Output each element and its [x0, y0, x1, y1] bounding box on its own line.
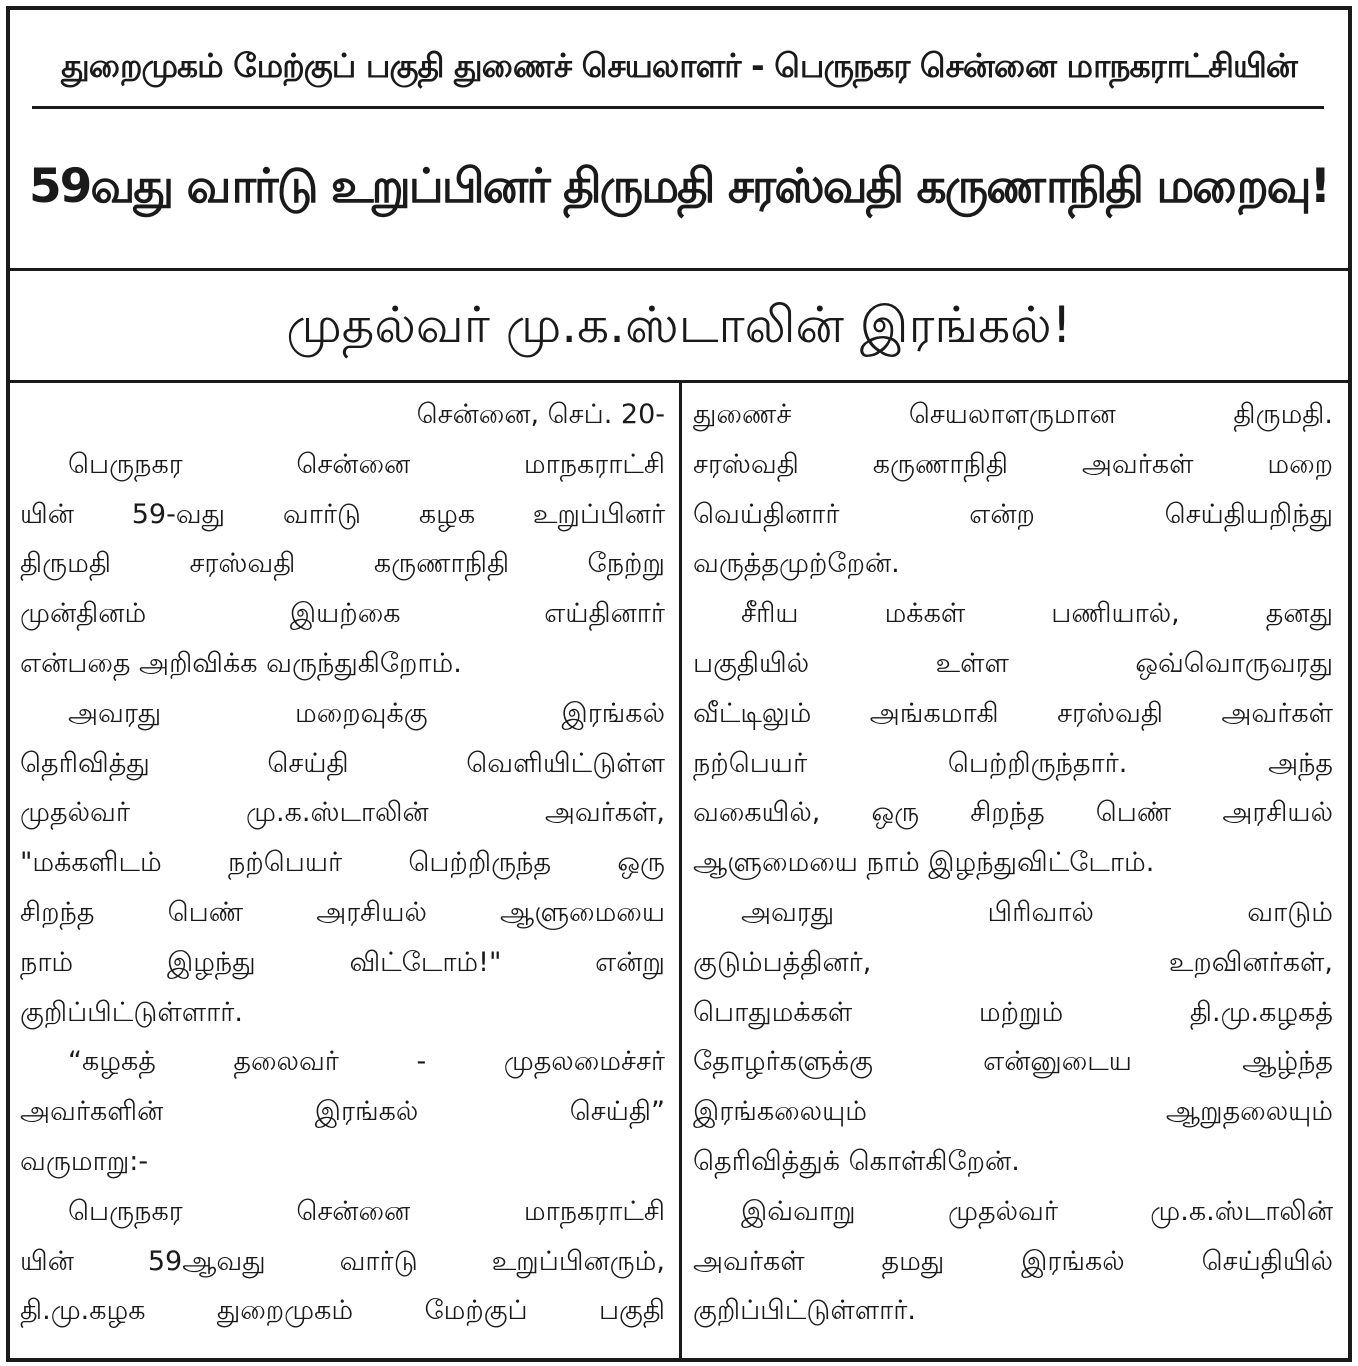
- left-column: [20, 390, 665, 1336]
- body-line: குறிப்பிட்டுள்ளார்.: [20, 996, 243, 1028]
- body-line: தெரிவித்து செய்தி வெளியிட்டுள்ள: [20, 747, 665, 779]
- body-line: இவ்வாறு முதல்வர் மு.க.ஸ்டாலின்: [741, 1195, 1333, 1227]
- body-line: முன்தினம் இயற்கை எய்தினார்: [20, 598, 665, 630]
- kicker-underline: [32, 106, 1324, 109]
- body-line: சீரிய மக்கள் பணியால், தனது: [741, 598, 1333, 630]
- body-line: பகுதியில் உள்ள ஒவ்வொருவரது: [693, 647, 1333, 679]
- body-line: இரங்கலையும் ஆறுதலையும்: [693, 1096, 1333, 1128]
- column-divider: [679, 383, 682, 1358]
- body-line: நாம் இழந்து விட்டோம்!" என்று: [20, 946, 665, 978]
- body-line: அவர்கள் தமது இரங்கல் செய்தியில்: [693, 1245, 1333, 1277]
- body-line: சரஸ்வதி கருணாநிதி அவர்கள் மறை: [693, 448, 1333, 480]
- body-line: தி.மு.கழக துறைமுகம் மேற்குப் பகுதி: [20, 1295, 665, 1327]
- body-line: வகையில், ஒரு சிறந்த பெண் அரசியல்: [693, 797, 1333, 829]
- news-clipping: [6, 6, 1352, 1362]
- body-line: நற்பெயர் பெற்றிருந்தார். அந்த: [693, 747, 1333, 779]
- body-line: அவரது பிரிவால் வாடும்: [741, 896, 1333, 928]
- dateline: சென்னை, செப். 20-: [416, 399, 665, 430]
- body-line: யின் 59-வது வார்டு கழக உறுப்பினர்: [20, 498, 665, 530]
- body-line: அவர்களின் இரங்கல் செய்தி”: [20, 1096, 665, 1128]
- body-line: "மக்களிடம் நற்பெயர் பெற்றிருந்த ஒரு: [20, 847, 665, 879]
- body-line: சிறந்த பெண் அரசியல் ஆளுமையை: [20, 896, 665, 928]
- body-line: பெருநகர சென்னை மாநகராட்சி: [68, 1195, 665, 1227]
- body-line: துணைச் செயலாளருமான திருமதி.: [693, 399, 1333, 430]
- body-line: வருத்தமுற்றேன்.: [693, 548, 900, 580]
- right-column: [693, 390, 1333, 1336]
- body-line: பொதுமக்கள் மற்றும் தி.மு.கழகத்: [693, 996, 1333, 1028]
- body-line: தோழர்களுக்கு என்னுடைய ஆழ்ந்த: [693, 1046, 1333, 1078]
- body-line: பெருநகர சென்னை மாநகராட்சி: [68, 448, 665, 480]
- body-line: வெய்தினார் என்ற செய்தியறிந்து: [693, 498, 1333, 530]
- body-line: ஆளுமையை நாம் இழந்துவிட்டோம்.: [693, 847, 1155, 879]
- body-line: தெரிவித்துக் கொள்கிறேன்.: [693, 1145, 1020, 1177]
- divider-rule: [10, 268, 1348, 271]
- body-line: என்பதை அறிவிக்க வருந்துகிறோம்.: [20, 647, 462, 679]
- body-line: “கழகத் தலைவர் - முதலமைச்சர்: [68, 1046, 665, 1078]
- body-line: குடும்பத்தினர், உறவினர்கள்,: [693, 946, 1333, 978]
- body-line: அவரது மறைவுக்கு இரங்கல்: [68, 697, 665, 729]
- body-line: திருமதி சரஸ்வதி கருணாநிதி நேற்று: [20, 548, 665, 580]
- body-line: வீட்டிலும் அங்கமாகி சரஸ்வதி அவர்கள்: [693, 697, 1333, 729]
- kicker-line: துறைமுகம் மேற்குப் பகுதி துணைச் செயலாளர் - பெருநகர சென்னை மாநகராட்சியின்: [61, 46, 1297, 85]
- headline: 59வது வார்டு உறுப்பினர் திருமதி சரஸ்வதி கருணாநிதி மறைவு!: [28, 158, 1330, 214]
- subheadline: முதல்வர் மு.க.ஸ்டாலின் இரங்கல்!: [286, 295, 1072, 354]
- body-line: வருமாறு:-: [20, 1145, 149, 1177]
- body-line: முதல்வர் மு.க.ஸ்டாலின் அவர்கள்,: [20, 797, 665, 829]
- body-line: குறிப்பிட்டுள்ளார்.: [693, 1295, 916, 1327]
- body-line: யின் 59ஆவது வார்டு உறுப்பினரும்,: [20, 1245, 665, 1277]
